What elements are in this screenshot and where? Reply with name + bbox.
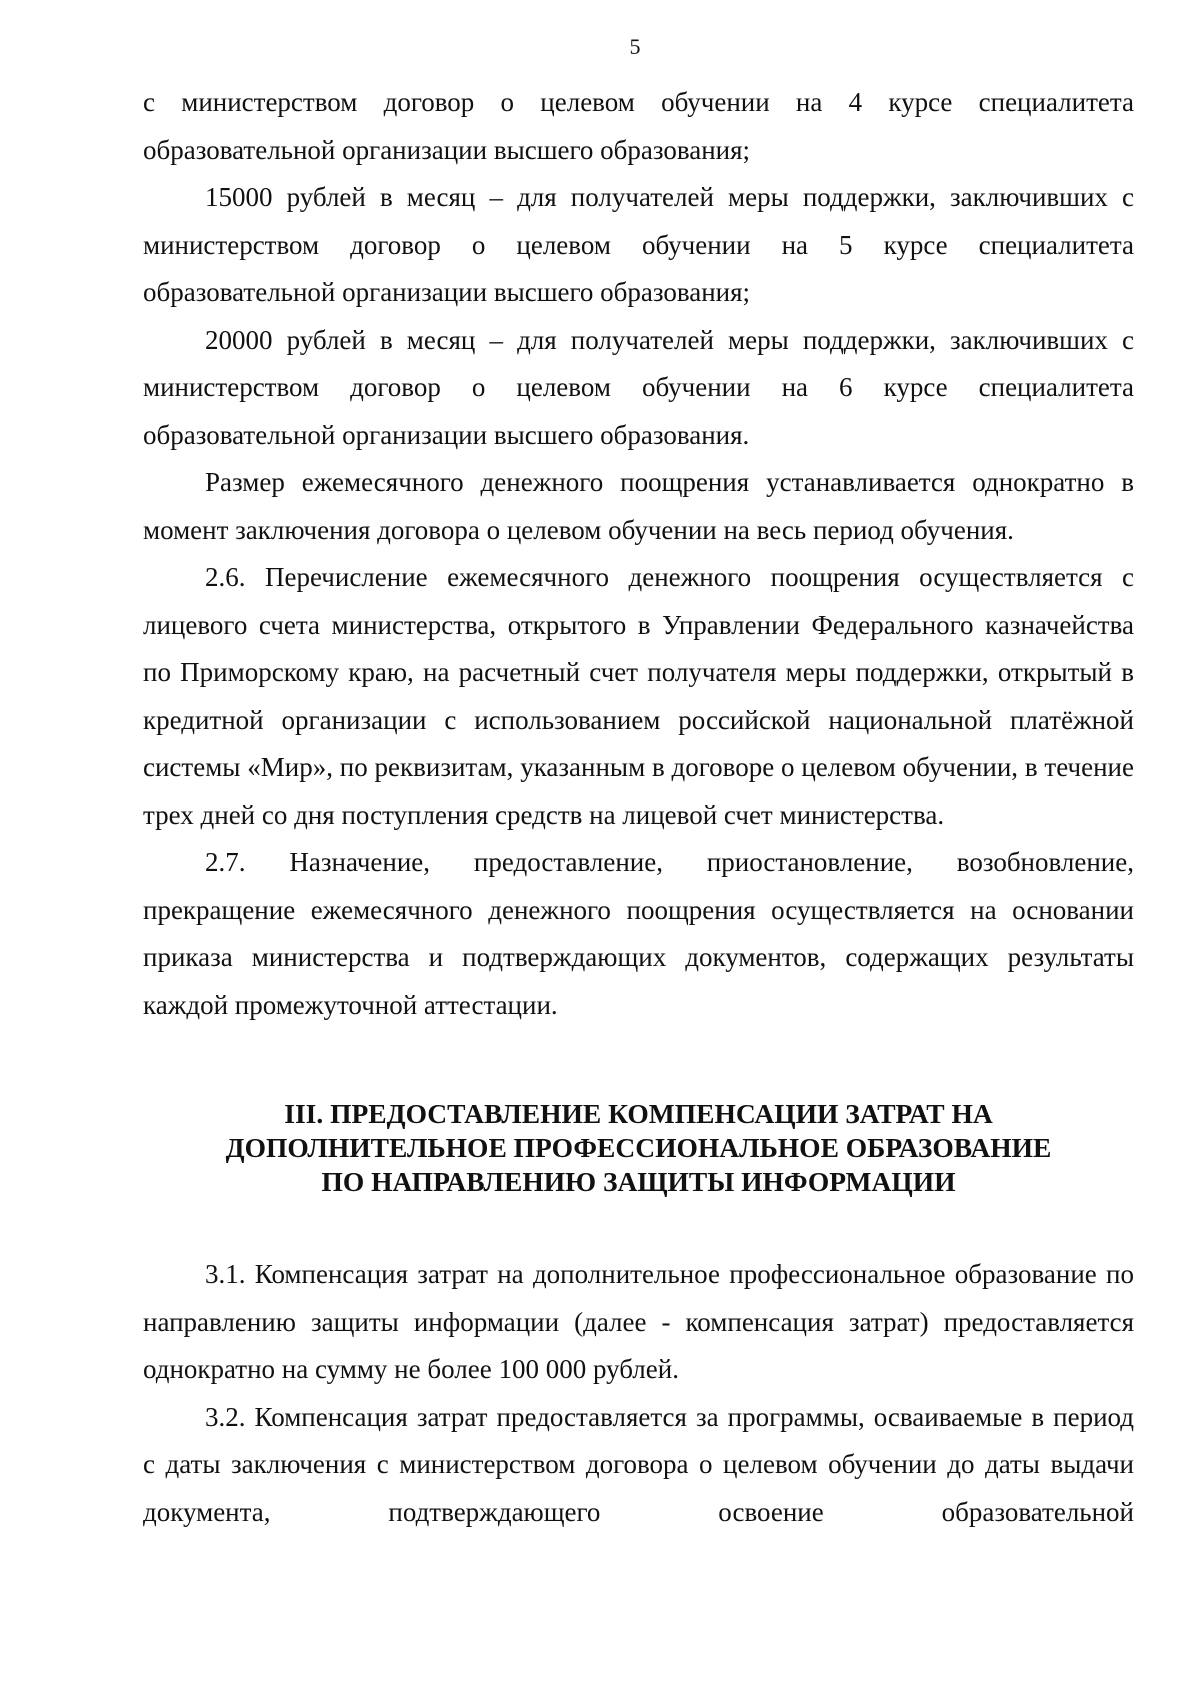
paragraph-3-2: 3.2. Компенсация затрат предоставляется за программы, осваиваемые в период с даты заключения с министерством договора о целевом обучении до даты выдачи документа, подтверждающего освоение образовательной	[143, 1401, 1134, 1527]
paragraph-2-6: 2.6. Перечисление ежемесячного денежного поощрения осуществляется с лицевого счета министерства, открытого в Управлении Федерального казначейства по Приморскому краю, на расчетный счет получателя меры поддержки, открытый в кредитной организации с использованием российской национальной платёжной системы «Мир», по реквизитам, указанным в договоре о целевом обучении, в течение трех дней со дня поступления средств на лицевой счет министерства.	[143, 562, 1134, 830]
paragraph-3-1: 3.1. Компенсация затрат на дополнительное профессиональное образование по направлению защиты информации (далее - компенсация затрат) предоставляется однократно на сумму не более 100 000 рублей.	[143, 1259, 1134, 1384]
paragraph-course-6-amount: 20000 рублей в месяц – для получателей меры поддержки, заключивших с министерством договор о целевом обучении на 6 курсе специалитета образовательной организации высшего образования.	[143, 324, 1134, 450]
section-heading-line-3: ПО НАПРАВЛЕНИЮ ЗАЩИТЫ ИНФОРМАЦИИ	[321, 1166, 956, 1197]
section-heading-line-1: III. ПРЕДОСТАВЛЕНИЕ КОМПЕНСАЦИИ ЗАТРАТ НА	[284, 1098, 993, 1129]
paragraph-course-4-continuation: с министерством договор о целевом обучении на 4 курсе специалитета образовательной организации высшего образования;	[143, 87, 1134, 165]
section-heading-iii	[143, 1097, 1134, 1199]
document-body	[143, 79, 1134, 1536]
page-number: 5	[629, 34, 641, 59]
paragraph-2-7: 2.7. Назначение, предоставление, приостановление, возобновление, прекращение ежемесячного денежного поощрения осуществляется на основании приказа министерства и подтверждающих документов, содержащих результаты каждой промежуточной аттестации.	[143, 847, 1134, 1020]
paragraph-reward-size: Размер ежемесячного денежного поощрения устанавливается однократно в момент заключения договора о целевом обучении на весь период обучения.	[143, 467, 1134, 545]
section-heading-line-2: ДОПОЛНИТЕЛЬНОЕ ПРОФЕССИОНАЛЬНОЕ ОБРАЗОВАНИЕ	[225, 1132, 1052, 1163]
paragraph-course-5-amount: 15000 рублей в месяц – для получателей меры поддержки, заключивших с министерством договор о целевом обучении на 5 курсе специалитета образовательной организации высшего образования;	[143, 182, 1134, 307]
